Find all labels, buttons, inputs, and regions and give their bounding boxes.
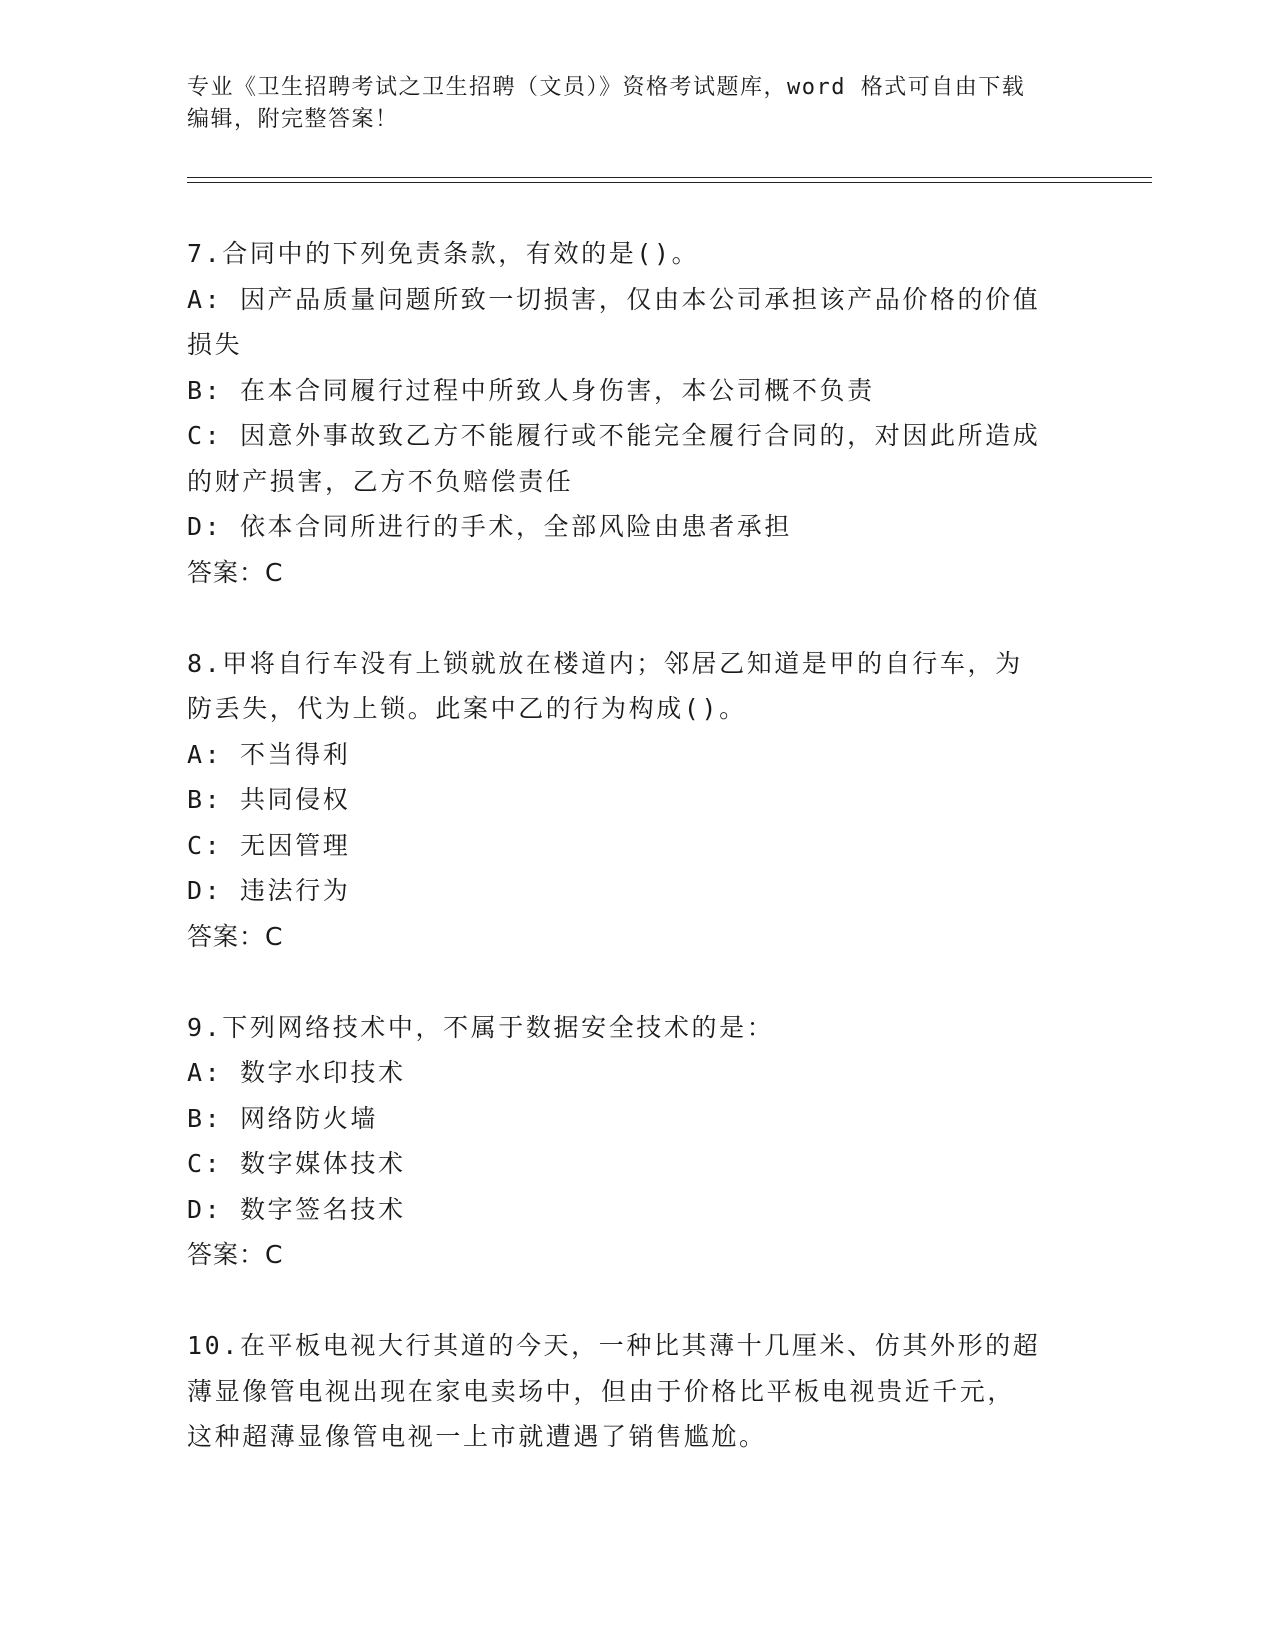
option-b: B: 在本合同履行过程中所致人身伤害，本公司概不负责 [187,375,875,405]
question-stem-continued: 这种超薄显像管电视一上市就遭遇了销售尴尬。 [187,1422,767,1451]
question-stem-continued: 薄显像管电视出现在家电卖场中，但由于价格比平板电视贵近千元， [187,1376,1016,1406]
answer-line: 答案：C [187,557,284,587]
question-10 [187,1323,1087,1460]
option-b: B: 共同侵权 [187,785,351,814]
option-d: D: 数字签名技术 [187,1194,406,1224]
question-7 [187,231,1087,595]
answer-line: 答案：C [187,921,284,951]
header-line-1: 专业《卫生招聘考试之卫生招聘（文员）》资格考试题库，word 格式可自由下载 [187,75,1026,100]
option-a: A: 不当得利 [187,739,351,769]
question-8 [187,641,1087,960]
answer-line: 答案：C [187,1240,284,1269]
option-d: D: 依本合同所进行的手术，全部风险由患者承担 [187,512,792,541]
header-line-2: 编辑，附完整答案！ [187,107,399,132]
option-c: C: 数字媒体技术 [187,1149,406,1178]
option-c-continued: 的财产损害，乙方不负赔偿责任 [187,466,574,496]
option-d: D: 违法行为 [187,876,351,905]
document-header [187,72,1087,136]
question-stem-continued: 防丢失，代为上锁。此案中乙的行为构成()。 [187,694,747,723]
option-b: B: 网络防火墙 [187,1103,378,1133]
question-stem: 8.甲将自行车没有上锁就放在楼道内；邻居乙知道是甲的自行车，为 [187,648,1023,678]
question-list [187,231,1087,1505]
question-9 [187,1005,1087,1278]
option-a: A: 数字水印技术 [187,1058,406,1087]
option-c: C: 无因管理 [187,830,351,860]
header-divider-bottom [187,182,1152,183]
option-a: A: 因产品质量问题所致一切损害，仅由本公司承担该产品价格的价值 [187,284,1041,314]
question-stem: 10.在平板电视大行其道的今天，一种比其薄十几厘米、仿其外形的超 [187,1331,1041,1360]
header-divider-top [187,177,1152,178]
option-c: C: 因意外事故致乙方不能履行或不能完全履行合同的，对因此所造成 [187,421,1041,450]
question-stem: 7.合同中的下列免责条款，有效的是()。 [187,239,700,268]
question-stem: 9.下列网络技术中，不属于数据安全技术的是： [187,1012,775,1042]
option-a-continued: 损失 [187,330,243,359]
